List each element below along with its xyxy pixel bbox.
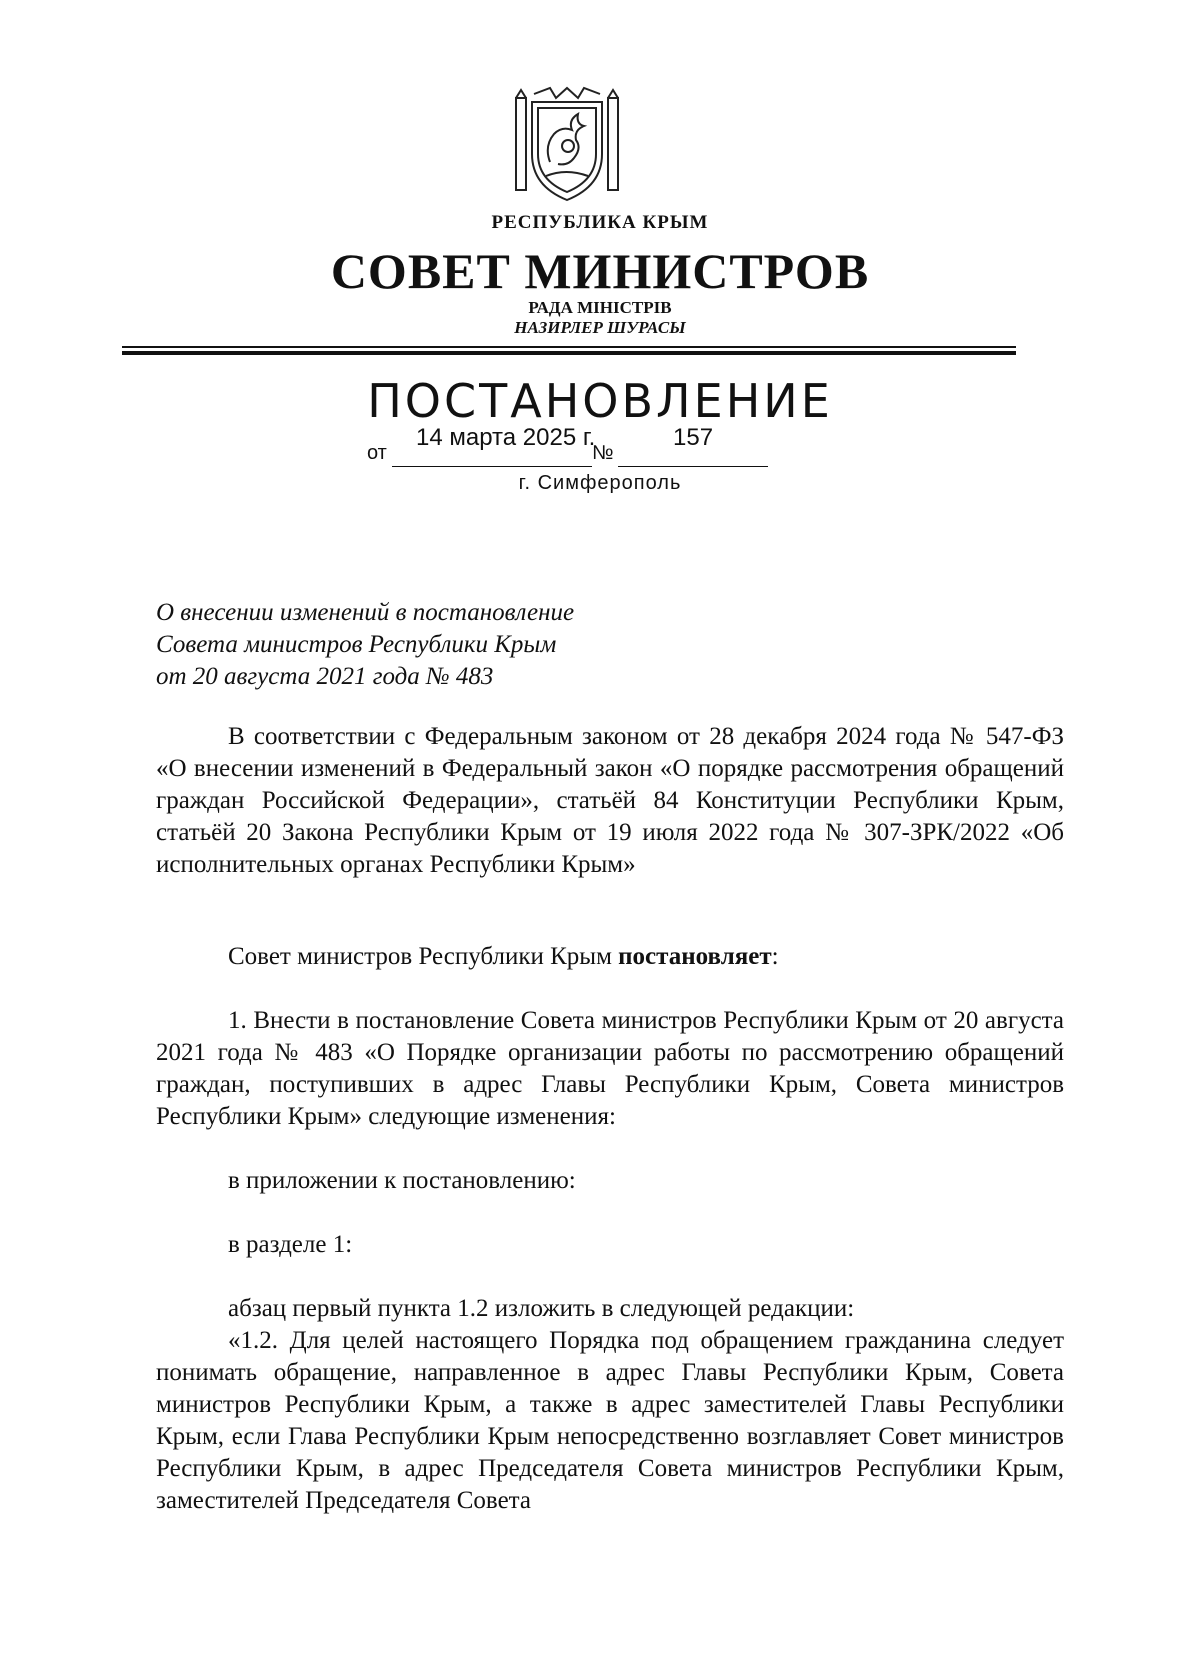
title-line: Совета министров Республики Крым [156, 631, 557, 658]
item-1-paragraph [156, 1005, 1064, 1133]
header-divider-thin [122, 346, 1016, 348]
number-underline [618, 466, 768, 467]
annex-paragraph [156, 1165, 1064, 1197]
header-divider-thick [122, 351, 1016, 355]
section-paragraph [156, 1229, 1064, 1261]
crimea-coat-of-arms-emblem [512, 84, 622, 204]
document-date: 14 марта 2025 г. [416, 424, 596, 451]
resolves-paragraph [156, 941, 1064, 973]
resolves-suffix: : [771, 943, 779, 970]
council-name-crimean-tatar: НАЗИРЛЕР ШУРАСЫ [514, 318, 686, 337]
council-name: СОВЕТ МИНИСТРОВ [330, 243, 870, 299]
paragraph-text: абзац первый пункта 1.2 изложить в следующей редакции: [228, 1295, 855, 1322]
paragraph-text: 1. Внести в постановление Совета министров Республики Крым от 20 августа 2021 года № 483 «О Порядке организации работы по рассмотрению обращений граждан, поступивших в адрес Главы Республики Крым, Совета министров Республики Крым» следующие изменения: [156, 1007, 1064, 1130]
number-prefix: № [592, 442, 614, 464]
paragraph-text: В соответствии с Федеральным законом от 28 декабря 2024 года № 547-ФЗ «О внесении изменений в Федеральный закон «О порядке рассмотрения обращений граждан Российской Федерации», статьёй 84 Конституции Республики Крым, статьёй 20 Закона Республики Крым от 19 июля 2022 года № 307-ЗРК/2022 «Об исполнительных органах Республики Крым» [156, 723, 1064, 878]
date-underline [392, 466, 592, 467]
document-number: 157 [673, 424, 714, 451]
title-line: от 20 августа 2021 года № 483 [156, 663, 494, 690]
preamble-paragraph [156, 721, 1064, 881]
quoted-clause-paragraph [156, 1325, 1064, 1517]
city: г. Симферополь [518, 472, 682, 494]
date-prefix: от [367, 442, 387, 464]
council-name-ukrainian: РАДА МІНІСТРІВ [528, 298, 672, 317]
resolves-prefix: Совет министров Республики Крым [228, 943, 619, 970]
document-title [156, 597, 856, 693]
resolves-keyword: постановляет [618, 943, 772, 970]
clause-paragraph [156, 1293, 1064, 1325]
document-type: ПОСТАНОВЛЕНИЕ [367, 374, 833, 428]
paragraph-text: в приложении к постановлению: [228, 1167, 576, 1194]
republic-name: РЕСПУБЛИКА КРЫМ [491, 212, 709, 233]
paragraph-text [156, 941, 1064, 973]
paragraph-text: в разделе 1: [228, 1231, 353, 1258]
date-number-line [0, 424, 1200, 474]
title-line: О внесении изменений в постановление [156, 599, 575, 626]
paragraph-text: «1.2. Для целей настоящего Порядка под обращением гражданина следует понимать обращение, направленное в адрес Главы Республики Крым, Совета министров Республики Крым, а также в адрес заместителей Главы Республики Крым, если Глава Республики Крым непосредственно возглавляет Совет министров Республики Крым, в адрес Председателя Совета министров Республики Крым, заместителей Председателя Совета [156, 1327, 1064, 1514]
